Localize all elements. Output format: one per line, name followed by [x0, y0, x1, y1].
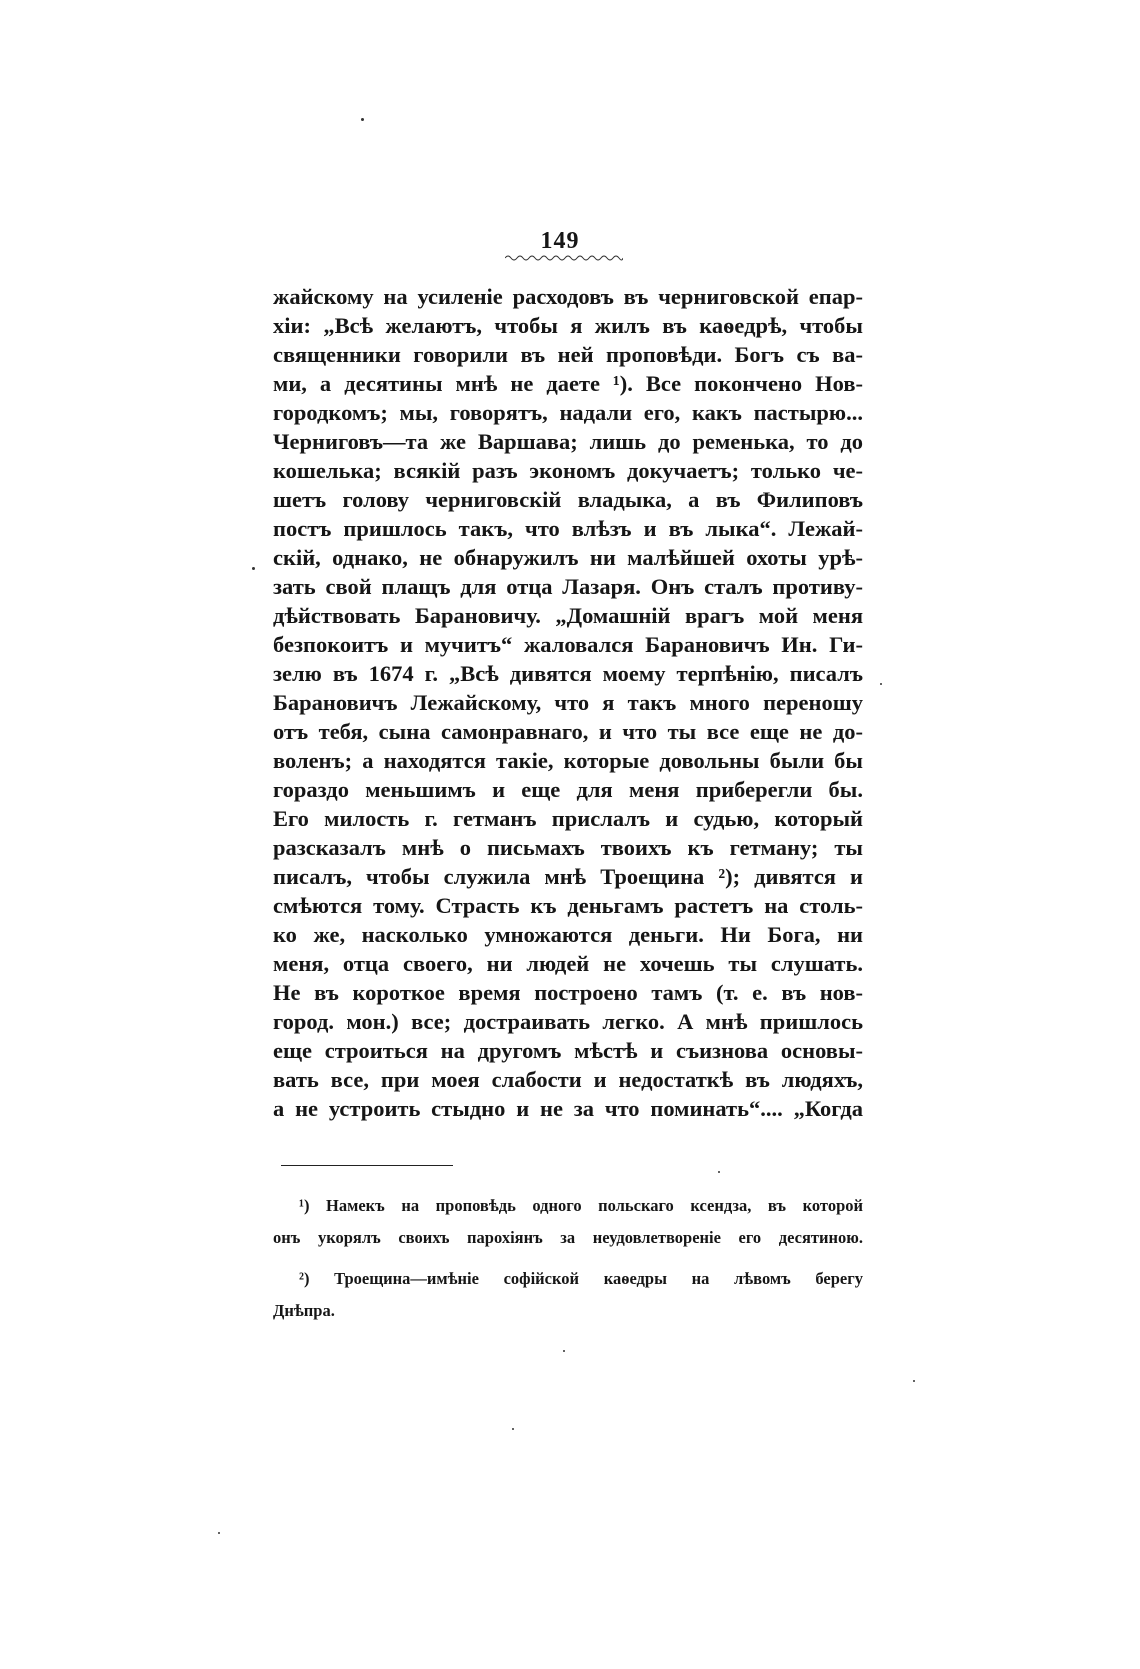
text-line: постъ пришлось такъ, что влѣзъ и въ лыка“. Лежай- [273, 516, 863, 541]
text-line: безпокоитъ и мучитъ“ жаловался Барановичъ Ин. Ги- [273, 632, 863, 657]
text-line: кошелька; всякій разъ экономъ докучаетъ; только че- [273, 458, 863, 483]
text-line: Черниговъ—та же Варшава; лишь до ременька, то до [273, 429, 863, 454]
footnote-line: онъ укорялъ своихъ парохіянъ за неудовлетвореніе его десятиною. [273, 1228, 863, 1247]
text-line: священники говорили въ ней проповѣди. Богъ съ ва- [273, 342, 863, 367]
text-line: зелю въ 1674 г. „Всѣ дивятся моему терпѣнію, писалъ [273, 661, 863, 686]
scan-speck [361, 118, 364, 121]
text-line: город. мон.) все; достраивать легко. А мнѣ пришлось [273, 1009, 863, 1034]
scan-speck [563, 1350, 565, 1352]
text-line: дѣйствовать Барановичу. „Домашній врагъ мой меня [273, 603, 863, 628]
text-line: меня, отца своего, ни людей не хочешь ты слушать. [273, 951, 863, 976]
text-line: отъ тебя, сына самонравнаго, и что ты все еще не до- [273, 719, 863, 744]
text-line: жайскому на усиленіе расходовъ въ черниговской епар- [273, 284, 863, 309]
text-line: вать все, при моея слабости и недостаткѣ въ людяхъ, [273, 1067, 863, 1092]
text-line: ми, а десятины мнѣ не даете ¹). Все покончено Нов- [273, 371, 863, 396]
main-text-body [273, 282, 863, 1123]
text-line: хіи: „Всѣ желаютъ, чтобы я жилъ въ каѳедрѣ, чтобы [273, 313, 863, 338]
text-line: гораздо меньшимъ и еще для меня приберегли бы. [273, 777, 863, 802]
text-line: писалъ, чтобы служила мнѣ Троещина ²); дивятся и [273, 864, 863, 889]
text-line: воленъ; а находятся такіе, которые довольны были бы [273, 748, 863, 773]
scan-speck [718, 1171, 720, 1173]
text-line: разсказалъ мнѣ о письмахъ твоихъ къ гетману; ты [273, 835, 863, 860]
text-line: шетъ голову черниговскій владыка, а въ Филиповъ [273, 487, 863, 512]
page-number-wavy-underline [505, 254, 623, 262]
text-line: скій, однако, не обнаружилъ ни малѣйшей охоты урѣ- [273, 545, 863, 570]
scan-speck [913, 1380, 915, 1382]
footnotes [273, 1190, 863, 1327]
scan-speck [252, 567, 255, 570]
footnote-line: Днѣпра. [273, 1301, 335, 1320]
text-line: а не устроить стыдно и не за что поминать“.... „Когда [273, 1096, 863, 1121]
text-line: Его милость г. гетманъ прислалъ и судью, который [273, 806, 863, 831]
footnote-separator [281, 1165, 453, 1166]
text-line: зать свой плащъ для отца Лазаря. Онъ сталъ противу- [273, 574, 863, 599]
footnote-1 [273, 1190, 863, 1254]
footnote-line: ¹) Намекъ на проповѣдь одного польскаго ксендза, въ которой [299, 1196, 863, 1215]
page-number: 149 [540, 228, 580, 254]
scan-speck [880, 683, 882, 685]
text-line: Барановичъ Лежайскому, что я такъ много переношу [273, 690, 863, 715]
text-line: еще строиться на другомъ мѣстѣ и съизнова основы- [273, 1038, 863, 1063]
text-line: смѣются тому. Страсть къ деньгамъ растетъ на столь- [273, 893, 863, 918]
footnote-line: ²) Троещина—имѣніе софійской каѳедры на лѣвомъ берегу [299, 1269, 863, 1288]
text-line: Не въ короткое время построено тамъ (т. е. въ нов- [273, 980, 863, 1005]
scan-speck [218, 1532, 220, 1534]
text-line: городкомъ; мы, говорятъ, надали его, какъ пастырю... [273, 400, 863, 425]
footnote-2 [273, 1263, 863, 1327]
text-line: ко же, насколько умножаются деньги. Ни Бога, ни [273, 922, 863, 947]
scan-speck [512, 1428, 514, 1430]
